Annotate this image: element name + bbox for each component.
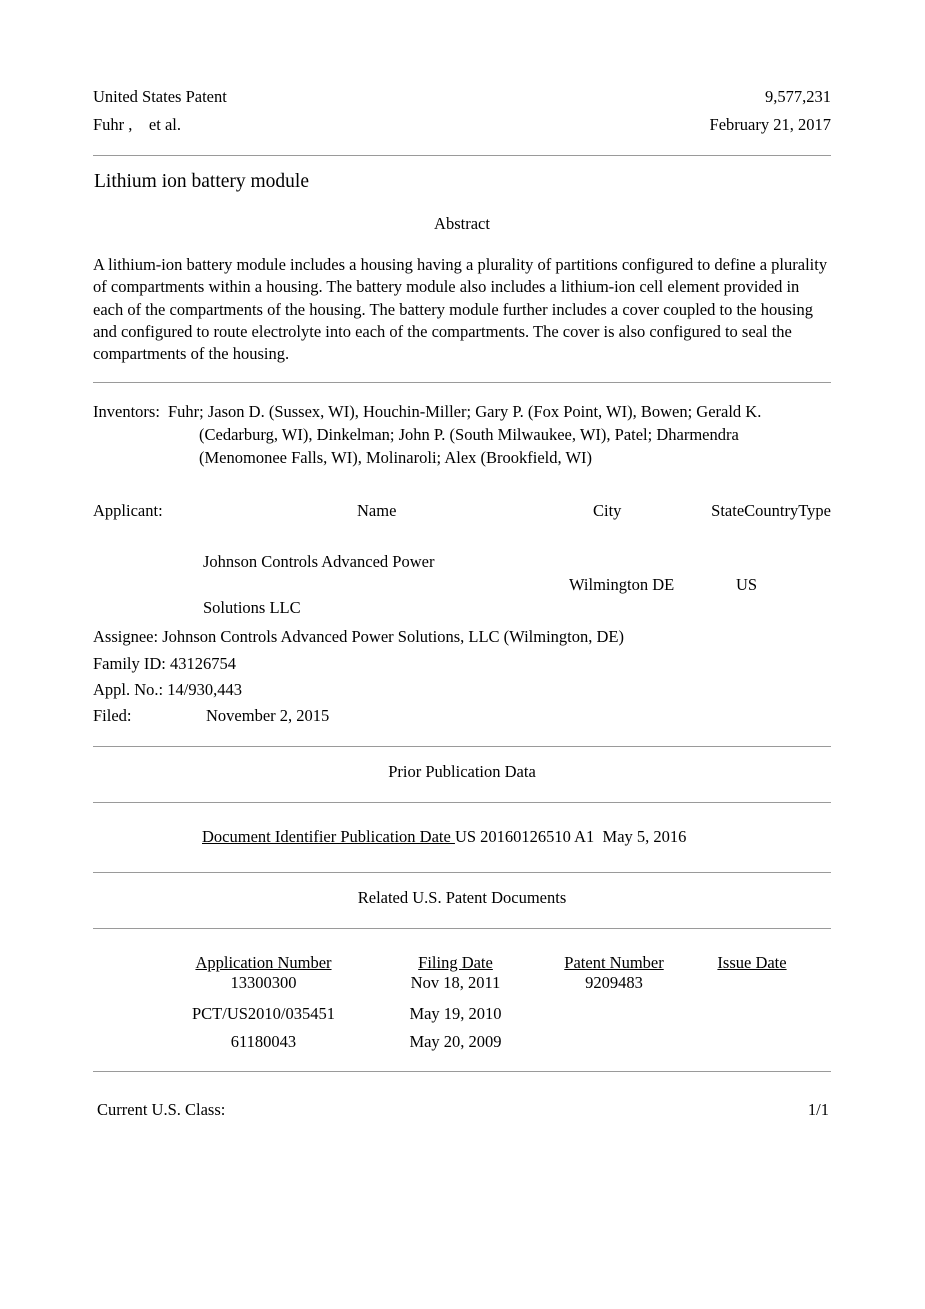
patent-number: 9,577,231 <box>765 87 831 106</box>
related-docs-heading: Related U.S. Patent Documents <box>357 888 567 907</box>
family-id: Family ID: 43126754 <box>93 654 236 673</box>
column-header: Issue Date <box>717 953 787 972</box>
divider <box>93 1071 831 1072</box>
filed-value: November 2, 2015 <box>206 706 330 725</box>
related-docs-header-row <box>160 953 820 973</box>
patent-title: Lithium ion battery module <box>94 171 310 192</box>
patent-number: 9209483 <box>585 973 643 992</box>
assignee: Assignee: Johnson Controls Advanced Power Solutions, LLC (Wilmington, DE) <box>93 627 624 646</box>
applicant-name-line2: Solutions LLC <box>203 598 301 617</box>
current-class-label: Current U.S. Class: <box>97 1100 226 1119</box>
appl-no: Appl. No.: 14/930,443 <box>93 680 242 699</box>
divider <box>93 928 831 929</box>
patent-date: February 21, 2017 <box>709 115 831 134</box>
filing-date: Nov 18, 2011 <box>410 973 501 992</box>
patent-number <box>544 1028 684 1056</box>
issue-date <box>684 1000 820 1028</box>
divider <box>93 382 831 383</box>
applicant-label: Applicant: <box>93 501 163 520</box>
table-row <box>160 973 820 1000</box>
application-number: 61180043 <box>230 1032 297 1051</box>
inventors-text: Fuhr; Jason D. (Sussex, WI), Houchin-Miller; Gary P. (Fox Point, WI), Bowen; Gerald K. (Cedarburg, WI), Dinkelman; John P. (South Milwaukee, WI), Patel; Dharmendra (Menomonee Falls, WI), Molinaroli; Alex (Brookfield, WI) <box>168 402 762 467</box>
applicant-city-state: Wilmington DE <box>569 575 675 594</box>
country-label: United States Patent <box>93 87 227 106</box>
related-docs-table <box>160 953 820 1056</box>
prior-publication-row <box>202 827 686 847</box>
application-number: PCT/US2010/035451 <box>191 1004 336 1023</box>
applicant-col-city: City <box>593 501 622 520</box>
table-row <box>160 1000 820 1028</box>
divider <box>93 746 831 747</box>
inventor-short: Fuhr , et al. <box>93 115 181 134</box>
applicant-col-state-country-type: StateCountryType <box>711 501 831 520</box>
column-header: Filing Date <box>418 953 493 972</box>
applicant-country: US <box>736 575 758 594</box>
column-header: Patent Number <box>564 953 664 972</box>
inventors-label: Inventors: <box>93 402 160 421</box>
filing-date: May 20, 2009 <box>409 1032 502 1051</box>
filing-date: May 19, 2010 <box>409 1004 502 1023</box>
prior-publication-value: US 20160126510 A1 May 5, 2016 <box>454 827 687 846</box>
filed-label: Filed: <box>93 706 132 725</box>
applicant-name-line1: Johnson Controls Advanced Power <box>203 552 435 571</box>
current-class-value: 1/1 <box>807 1100 829 1119</box>
abstract-heading: Abstract <box>434 214 490 233</box>
column-header: Application Number <box>195 953 332 972</box>
abstract-text: A lithium-ion battery module includes a housing having a plurality of partitions configured to define a plurality of compartments within a housing. The battery module also includes a lithium-ion cell element provided in each of the compartments of the housing. The battery module further includes a cover coupled to the housing and configured to route electrolyte into each of the compartments. The cover is also configured to seal the compartments of the housing. <box>93 255 828 364</box>
application-number: 13300300 <box>230 973 297 992</box>
divider <box>93 872 831 873</box>
issue-date <box>684 973 820 1000</box>
divider <box>93 802 831 803</box>
prior-publication-heading: Prior Publication Data <box>388 762 536 781</box>
inventors-block <box>168 401 828 469</box>
applicant-col-name: Name <box>357 501 397 520</box>
patent-number <box>544 1000 684 1028</box>
divider <box>93 155 831 156</box>
issue-date <box>684 1028 820 1056</box>
prior-publication-header: Document Identifier Publication Date <box>202 827 455 846</box>
table-row <box>160 1028 820 1056</box>
